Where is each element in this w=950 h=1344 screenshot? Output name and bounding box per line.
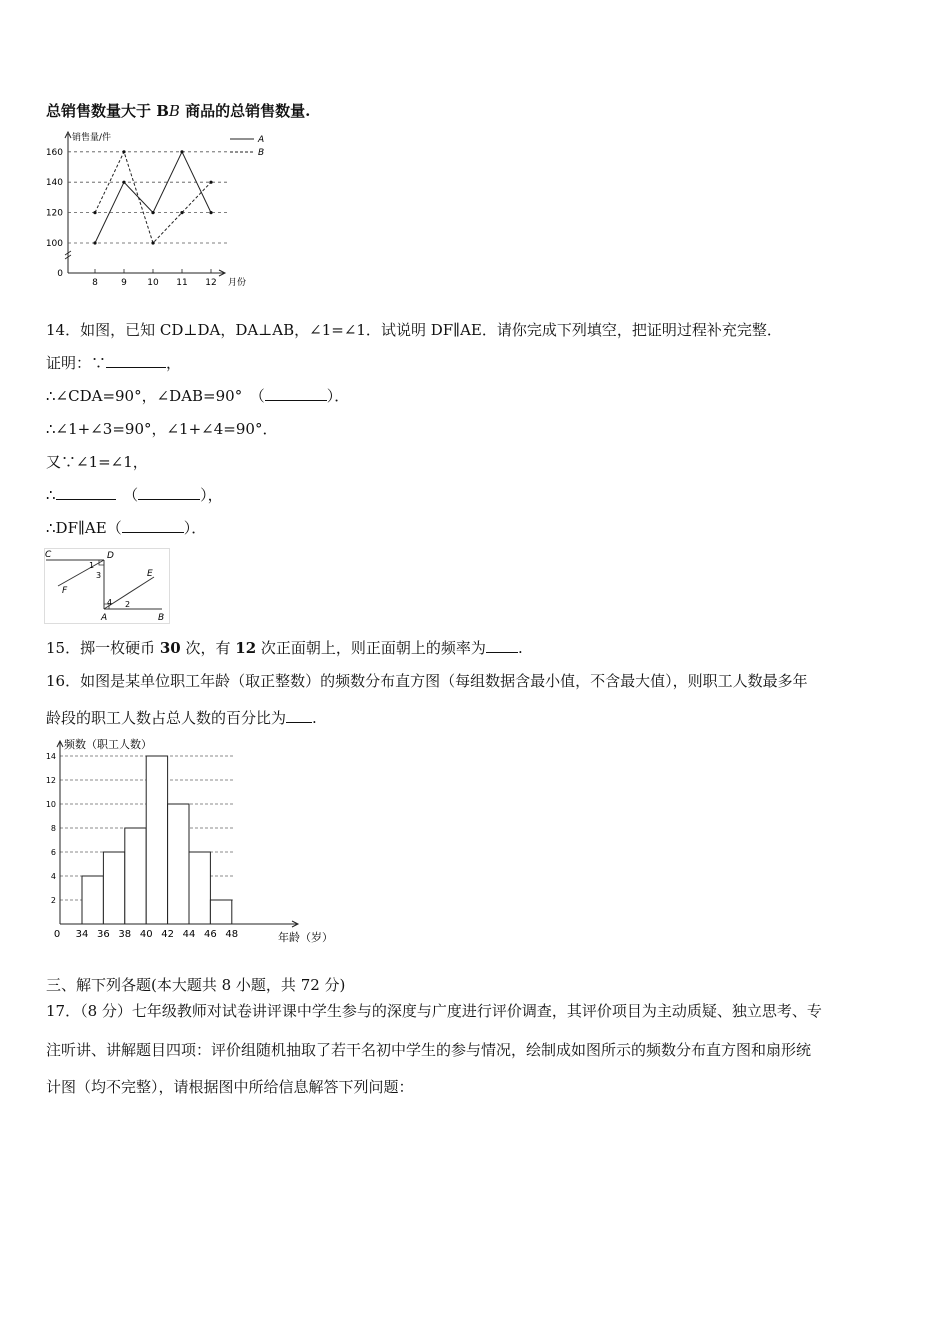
q14-l5-mid: （ [130,486,139,504]
answer-blank[interactable] [138,485,200,500]
q17-line1: 17．（8 分）七年级教师对试卷讲评课中学生参与的深度与广度进行评价调查，其评价项目为主动质疑、独立思考、专 [46,1002,822,1020]
label-f: F [62,586,68,596]
q14-l5-text: ∴ [46,486,56,504]
x-tick-label: 8 [92,278,98,288]
q15-question [46,638,523,658]
histogram-bar [189,852,210,924]
x-tick-label: 36 [97,929,110,940]
x-tick-label: 48 [225,929,239,940]
answer-blank[interactable] [286,708,312,723]
q14-l1-text: 证明：∵ [46,354,107,372]
y-tick-label: 160 [45,147,63,158]
answer-blank[interactable] [265,386,327,401]
label-e: E [147,569,153,579]
y-tick-label: 6 [50,848,56,857]
data-point-a [93,241,96,244]
series-line-a [95,152,211,243]
q15-text-b: 次，有 [180,639,236,657]
histogram-bar [146,756,167,924]
y-axis-title: 销售量/件 [72,133,112,143]
x-tick-label: 10 [147,278,159,288]
label-b: B [158,613,165,623]
data-point-b [180,211,183,214]
y-tick-label: 120 [45,208,63,219]
angle-label-3: 3 [96,571,102,580]
histogram-bar [210,900,231,924]
x-tick-label: 42 [161,929,174,940]
y-tick-label: 12 [45,776,56,785]
y-tick-label: 14 [45,752,56,761]
q15-number-2: 12 [235,639,257,657]
intro-text-before: 总销售数量大于 B [46,102,169,120]
q14-proof-line1 [46,353,181,373]
y-axis-title: 频数（职工人数） [64,738,152,751]
histogram-bar [82,876,103,924]
x-tick-label: 12 [205,278,217,288]
y-tick-label: 140 [45,178,63,189]
data-point-b [209,181,212,184]
answer-blank[interactable] [122,518,184,533]
y-tick-label: 2 [50,896,56,905]
x-tick-label: 40 [139,929,153,940]
q16-line2-end: . [312,709,317,727]
q14-proof-line3: ∴∠1+∠3=90°，∠1+∠4=90°． [46,420,278,438]
data-point-b [151,241,154,244]
histogram-bar [103,852,124,924]
q14-title: 14．如图，已知 CD⊥DA，DA⊥AB，∠1=∠1．试说明 DF∥AE．请你完成下列填空，把证明过程补充完整． [46,321,782,339]
q14-proof-line2 [46,386,349,406]
q16-line2 [46,708,317,728]
x-tick-label: 0 [53,929,61,940]
intro-text-after: 商品的总销售数量. [179,102,311,120]
q14-l6-text: ∴DF∥AE（ [46,519,122,537]
angle-label-2: 2 [125,600,131,609]
x-axis-title: 月份 [228,278,247,288]
sales-line-chart [40,128,270,290]
x-axis-title: 年龄（岁） [278,931,333,944]
q15-text-c: 次正面朝上，则正面朝上的频率为 [256,639,486,657]
section-3-title: 三、解下列各题(本大题共 8 小题，共 72 分) [46,976,346,994]
x-tick-label: 46 [204,929,217,940]
q17-line2: 注听讲、讲解题目四项：评价组随机抽取了若干名初中学生的参与情况，绘制成如图所示的频数分布直方图和扇形统 [46,1041,812,1059]
q14-proof-line4: 又∵∠1=∠1， [46,453,148,471]
intro-italic-b: B [168,102,180,120]
x-tick-label: 34 [75,929,89,940]
series-line-b [95,152,211,243]
label-a: A [101,613,108,623]
q14-proof-line6 [46,518,206,538]
legend-label-a: A [258,135,265,145]
x-tick-label: 9 [121,278,127,288]
q14-l2-end: ）． [326,387,350,405]
q14-geometry-figure [44,548,170,624]
answer-blank[interactable] [106,353,166,368]
y-tick-label: 100 [45,239,63,249]
q14-l5-end: ）， [200,486,223,504]
q17-line3: 计图（均不完整），请根据图中所给信息解答下列问题： [46,1078,414,1096]
data-point-a [180,150,183,153]
y-tick-label: 0 [57,269,63,279]
x-tick-label: 11 [176,278,188,288]
y-tick-label: 4 [50,872,56,881]
data-point-a [209,211,212,214]
answer-blank[interactable] [56,485,116,500]
q15-number-1: 30 [159,639,181,657]
q16-line2-text: 龄段的职工人数占总人数的百分比为 [46,709,287,727]
age-histogram [40,734,360,948]
angle-label-4: 4 [107,598,113,607]
q16-line1: 16．如图是某单位职工年龄（取正整数）的频数分布直方图（每组数据含最小值，不含最大值），则职工人数最多年 [46,672,808,690]
q14-l6-end: ）． [183,519,207,537]
intro-line [46,101,310,121]
legend-label-b: B [258,148,265,158]
y-tick-label: 10 [45,800,56,809]
answer-blank[interactable] [486,638,518,653]
q15-text-d: . [517,639,523,657]
label-c: C [45,550,52,560]
histogram-bar [125,828,146,924]
data-point-a [122,181,125,184]
x-tick-label: 38 [118,929,132,940]
y-tick-label: 8 [50,824,56,833]
q15-text-a: 15．掷一枚硬币 [46,639,160,657]
data-point-b [122,150,125,153]
data-point-b [93,211,96,214]
q14-proof-line5 [46,485,223,505]
histogram-bar [168,804,189,924]
data-point-a [151,211,154,214]
x-tick-label: 44 [182,929,196,940]
q14-l2-text: ∴∠CDA=90°，∠DAB=90° （ [46,387,265,405]
label-d: D [107,551,114,561]
q14-l1-end: ， [166,354,182,372]
angle-label-1: 1 [89,561,95,570]
